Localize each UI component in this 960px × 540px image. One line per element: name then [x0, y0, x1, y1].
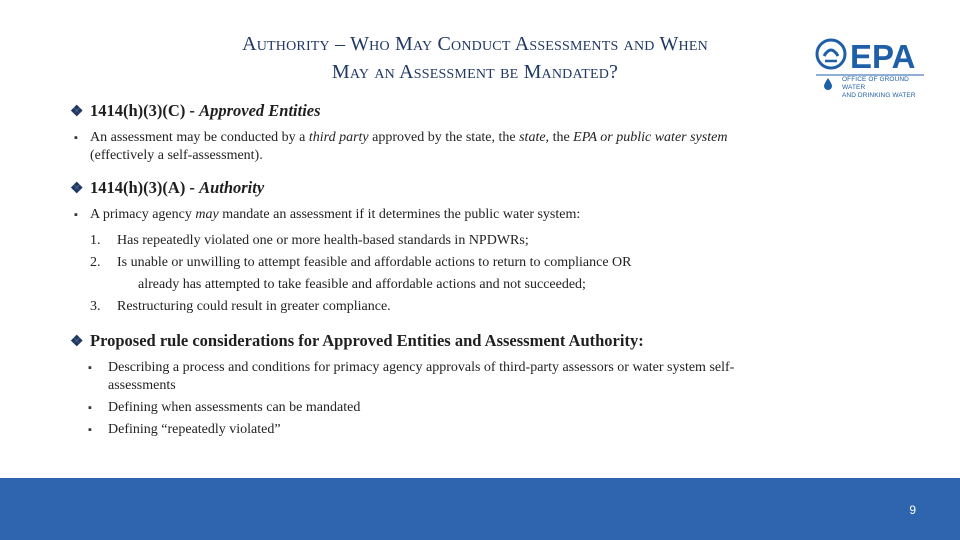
list-number: 2.: [90, 255, 101, 270]
logo-sub-line-1: OFFICE OF GROUND WATER: [842, 76, 909, 91]
diamond-bullet-icon: ❖: [70, 104, 84, 120]
heading-italic: Authority: [199, 178, 265, 197]
title-line-2: May an Assessment be Mandated?: [331, 61, 619, 83]
section-heading-approved-entities: [70, 100, 890, 123]
list-text: Restructuring could result in greater compliance.: [117, 299, 391, 314]
square-bullet-icon: ▪: [88, 362, 92, 374]
epa-seal-icon: [814, 34, 926, 78]
square-bullet-icon: ▪: [88, 402, 92, 414]
bullet-italic: may: [195, 207, 219, 222]
bullet-primacy-agency: [70, 206, 890, 224]
bullet-italic: EPA or public water system: [573, 130, 728, 145]
slide-title: [150, 30, 800, 86]
section-heading-authority: [70, 177, 890, 200]
list-number: 3.: [90, 299, 101, 314]
list-number: 1.: [90, 233, 101, 248]
numbered-list: [70, 232, 890, 316]
bullet-text: Defining “repeatedly violated”: [108, 422, 281, 437]
list-item: [70, 421, 890, 439]
heading-text: Proposed rule considerations for Approved Entities and Assessment Authority:: [90, 331, 644, 350]
list-item: [70, 298, 890, 316]
bullet-text: An assessment may be conducted by a: [90, 130, 309, 145]
square-bullet-icon: ▪: [74, 209, 78, 221]
proposed-rule-bullets: [70, 359, 890, 439]
bullet-text: A primacy agency: [90, 207, 196, 222]
logo-subtitle: [842, 76, 926, 100]
slide-content: [70, 100, 890, 439]
heading-italic: Approved Entities: [199, 101, 321, 120]
bullet-text: assessments: [108, 378, 176, 393]
section-heading-proposed-rule: [70, 330, 890, 353]
bullet-text: approved by the state, the: [368, 130, 520, 145]
diamond-bullet-icon: ❖: [70, 181, 84, 197]
list-item: [70, 232, 890, 250]
bullet-text: (effectively a self-assessment).: [90, 148, 263, 163]
square-bullet-icon: ▪: [74, 132, 78, 144]
list-item: [70, 254, 890, 272]
bullet-text: mandate an assessment if it determines the public water system:: [218, 207, 581, 222]
footer-bar: [0, 478, 960, 540]
bullet-italic: state,: [519, 130, 550, 145]
heading-code: 1414(h)(3)(C) -: [90, 101, 200, 120]
bullet-approved-entities: [70, 129, 890, 165]
list-text: Has repeatedly violated one or more health-based standards in NPDWRs;: [117, 233, 529, 248]
diamond-bullet-icon: ❖: [70, 334, 84, 350]
logo-sub-line-2: AND DRINKING WATER: [842, 92, 916, 99]
page-number: 9: [909, 503, 916, 517]
list-item: [70, 359, 890, 395]
square-bullet-icon: ▪: [88, 424, 92, 436]
title-line-1: Authority – Who May Conduct Assessments and When: [242, 33, 708, 55]
bullet-italic: third party: [308, 130, 369, 145]
bullet-text: Describing a process and conditions for primacy agency approvals of third-party assessors or water system self-: [108, 360, 735, 375]
epa-logo: [814, 34, 926, 99]
bullet-text: the: [549, 130, 574, 145]
list-text: Is unable or unwilling to attempt feasible and affordable actions to return to compliance OR: [117, 255, 632, 270]
epa-wordmark: EPA: [850, 38, 916, 75]
list-item-continuation: already has attempted to take feasible and affordable actions and not succeeded;: [138, 277, 586, 292]
heading-code: 1414(h)(3)(A) -: [90, 178, 200, 197]
list-item: [70, 399, 890, 417]
bullet-text: Defining when assessments can be mandated: [108, 400, 361, 415]
